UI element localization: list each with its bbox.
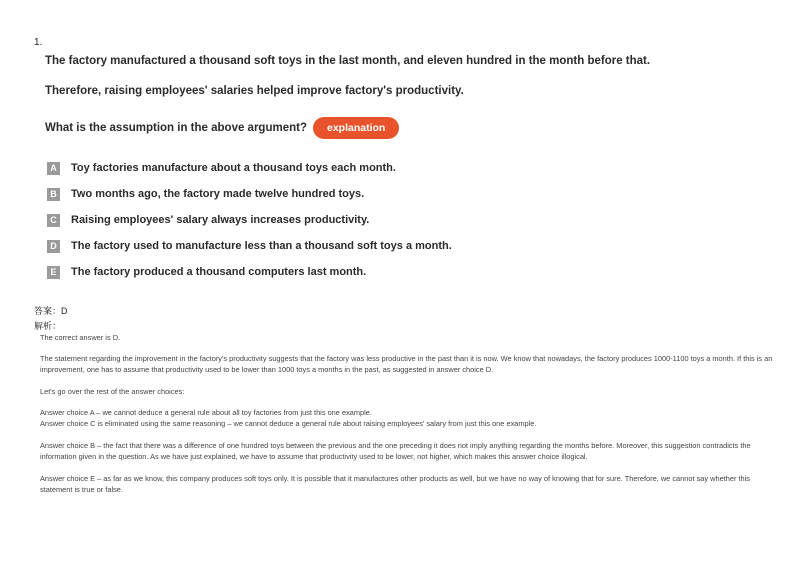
- answer-choice-d[interactable]: [47, 239, 452, 253]
- explanation-paragraph: Answer choice E – as far as we know, this company produces soft toys only. It is possible that it manufactures other products as well, but we have no way of knowing that for sure. Therefore, we cannot say whether this statement is true or false.: [40, 474, 750, 494]
- question-number: 1.: [34, 37, 43, 48]
- explanation-paragraph: [40, 407, 780, 429]
- choice-letter-badge: B: [47, 188, 60, 201]
- answer-choice-b[interactable]: [47, 187, 364, 201]
- choice-letter-badge: A: [47, 162, 60, 175]
- analysis-label: 解析：: [34, 321, 62, 331]
- choice-text: The factory used to manufacture less than a thousand soft toys a month.: [71, 240, 452, 252]
- answer-choice-e[interactable]: [47, 265, 366, 279]
- choice-letter-badge: C: [47, 214, 60, 227]
- question-stem-line-2: Therefore, raising employees' salaries helped improve factory's productivity.: [45, 85, 464, 97]
- choice-text: Toy factories manufacture about a thousand toys each month.: [71, 162, 396, 174]
- choice-letter-badge: E: [47, 266, 60, 279]
- correct-answer: 答案：D: [34, 306, 68, 316]
- explanation-paragraph: Answer choice B – the fact that there was a difference of one hundred toys between the previous and the one preceding it does not imply anything regarding the months before. Moreover, this suggestion contradicts the information given in the question. As we have just explained, we have to assume that productivity used to be lower, not higher, which makes this answer choice illogical.: [40, 441, 751, 461]
- choice-letter-badge: D: [47, 240, 60, 253]
- explanation-button[interactable]: explanation: [313, 117, 399, 139]
- explanation-paragraph: Let's go over the rest of the answer choices:: [40, 387, 185, 396]
- choice-text: Raising employees' salary always increases productivity.: [71, 214, 370, 226]
- question-stem-line-1: The factory manufactured a thousand soft toys in the last month, and eleven hundred in the month before that.: [45, 55, 651, 67]
- answer-choice-a[interactable]: [47, 161, 396, 175]
- explanation-paragraph: The correct answer is D.: [40, 333, 121, 342]
- choice-text: The factory produced a thousand computers last month.: [71, 266, 367, 278]
- explanation-paragraph: The statement regarding the improvement in the factory's productivity suggests that the factory was less productive in the past than it is now. We know that nowadays, the factory produces 1000-1100 toys a month. If this is an improvement, one has to assume that productivity used to be lower than 1000 toys a months in the past, as suggested in answer choice D.: [40, 354, 773, 374]
- explanation-line: Answer choice A – we cannot deduce a general rule about all toy factories from just this one example.: [40, 408, 372, 417]
- answer-choice-c[interactable]: [47, 213, 369, 227]
- question-prompt-row: [45, 117, 399, 139]
- choice-text: Two months ago, the factory made twelve hundred toys.: [71, 188, 365, 200]
- explanation-line: Answer choice C is eliminated using the same reasoning – we cannot deduce a general rule about raising employees' salary from just this one example.: [40, 419, 537, 428]
- question-prompt: What is the assumption in the above argument?: [45, 122, 307, 134]
